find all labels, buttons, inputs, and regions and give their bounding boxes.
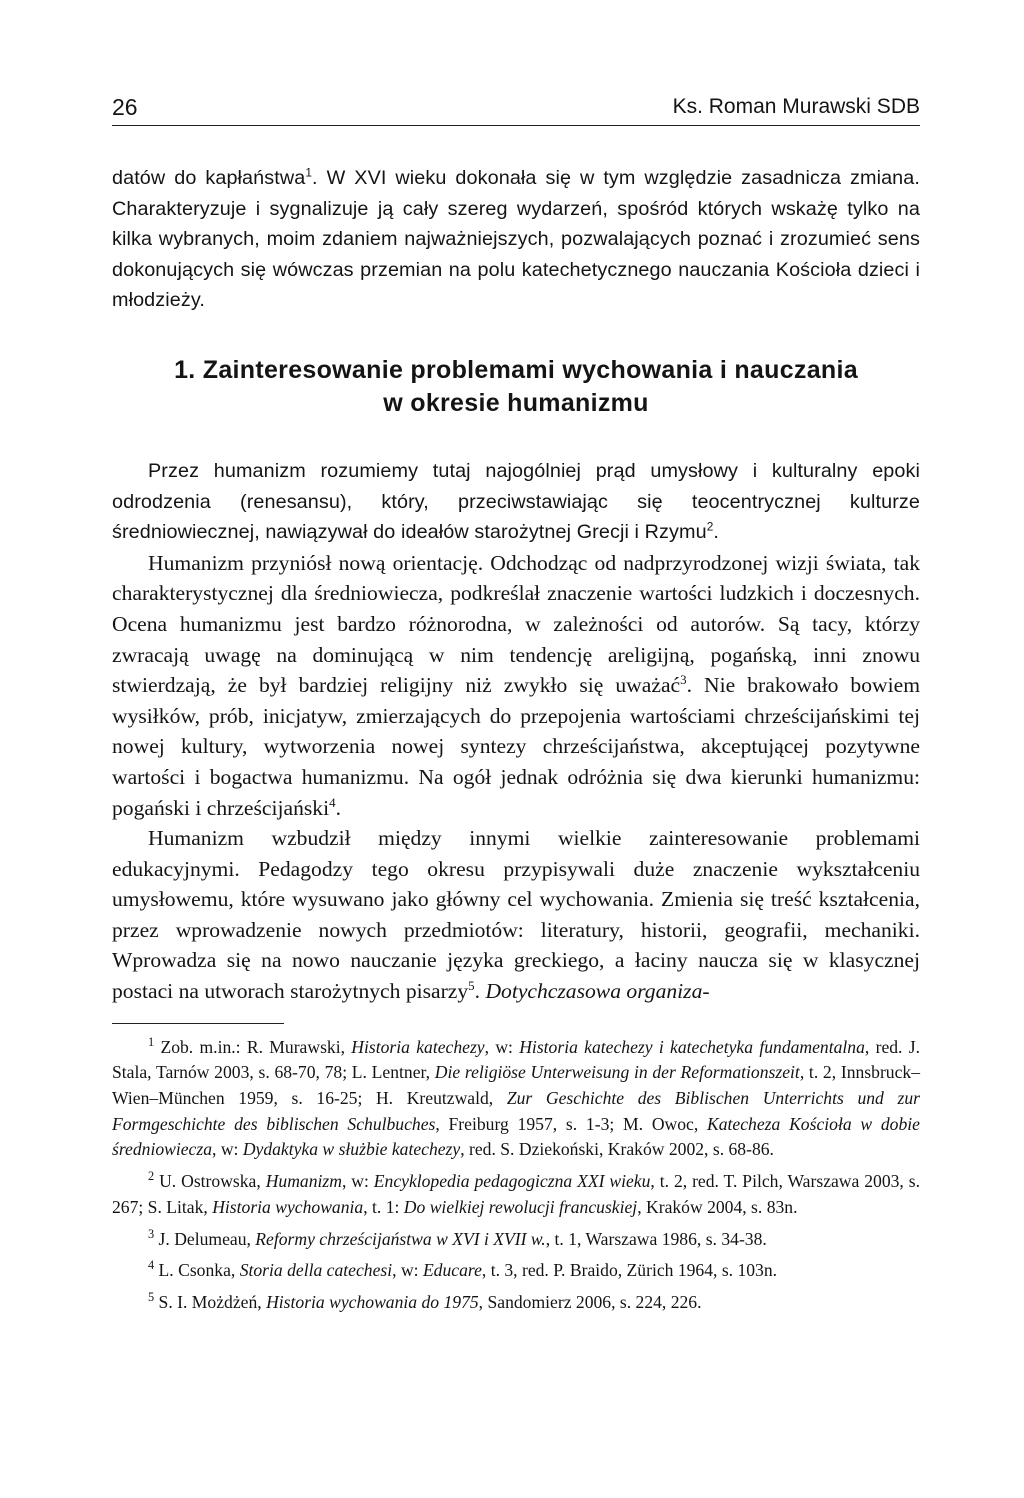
footnote-1 [112, 1035, 920, 1164]
footnote-text: , t. 1: [363, 1196, 404, 1217]
paragraph-text: . [713, 521, 719, 544]
paragraph-text: . [474, 979, 486, 1004]
paragraph-text: . [335, 795, 341, 820]
footnote-2 [112, 1169, 920, 1220]
footnote-ref-4: 4 [329, 794, 336, 810]
footnote-text: S. I. Możdżeń, [154, 1291, 267, 1312]
footnote-text: Zob. m.in.: R. Murawski, [154, 1036, 352, 1057]
footnotes [112, 1035, 920, 1316]
footnote-title: Storia della catechesi [239, 1260, 393, 1281]
page-number: 26 [112, 94, 138, 120]
footnote-4 [112, 1258, 920, 1284]
footnote-text: , red. S. Dziekoński, Kraków 2002, s. 68-86. [460, 1139, 774, 1160]
footnote-ref-2: 2 [706, 519, 714, 534]
paragraph-humanism-definition [112, 456, 920, 548]
footnote-text: , Freiburg 1957, s. 1-3; M. Owoc, [435, 1113, 708, 1134]
page [112, 94, 920, 1322]
footnote-title: Reformy chrześcijaństwa w XVI i XVII w. [255, 1228, 546, 1249]
footnote-text: L. Csonka, [154, 1260, 240, 1281]
footnote-text: , w: [341, 1171, 374, 1192]
footnote-5 [112, 1290, 920, 1316]
footnote-text: , w: [484, 1036, 520, 1057]
running-header [112, 94, 920, 126]
footnote-text: , t. 1, Warszawa 1986, s. 34-38. [545, 1228, 767, 1249]
footnote-title: Historia katechezy i katechetyka fundamentalna [519, 1036, 865, 1057]
footnote-text: , w: [392, 1260, 423, 1281]
footnote-title: Do wielkiej rewolucji francuskiej [403, 1196, 638, 1217]
footnote-number: 5 [148, 1290, 155, 1305]
section-heading-line-2: w okresie humanizmu [383, 388, 649, 417]
footnote-title: Historia wychowania do 1975 [266, 1291, 479, 1312]
footnote-number: 3 [148, 1226, 155, 1241]
footnote-title: Encyklopedia pedagogiczna XXI wieku [373, 1171, 651, 1192]
footnote-title: Zur Geschichte des Biblischen Unterrichts und zur Formgeschichte des biblischen Schulbuches [112, 1088, 920, 1134]
footnote-title: Dydaktyka w służbie katechezy [242, 1139, 461, 1160]
body-text [112, 163, 920, 1007]
section-heading [112, 354, 920, 420]
running-head-author: Ks. Roman Murawski SDB [672, 95, 920, 118]
footnote-text: , t. 2, red. T. Pilch, Warszawa 2003, s. 267; S. Litak, [112, 1171, 920, 1217]
footnote-ref-5: 5 [468, 977, 475, 993]
section-heading-line-1: 1. Zainteresowanie problemami wychowania i nauczania [174, 355, 858, 384]
paragraph-text-italic: Dotychczasowa organiza- [485, 979, 710, 1004]
footnote-title: Katecheza Kościoła w dobie średniowiecza [112, 1113, 920, 1160]
footnote-text: , w: [212, 1139, 243, 1160]
footnote-number: 1 [148, 1034, 155, 1049]
intro-text: datów do kapłaństwa [112, 167, 306, 189]
paragraph-education [112, 823, 920, 1007]
paragraph-text: . Nie brakowało bowiem wysiłków, prób, inicjatyw, zmierzających do przepojenia wartościami chrześcijańskimi tej nowej kultury, wytworzenia nowej syntezy chrześcijaństwa, akceptującej pozytywne wartości i bogactwa humanizmu. Na ogół jednak odróżnia się dwa kierunki humanizmu: pogański i chrześcijański [112, 673, 920, 820]
footnote-3 [112, 1227, 920, 1253]
footnote-title: Humanizm [265, 1171, 342, 1192]
footnote-text: , t. 3, red. P. Braido, Zürich 1964, s. 103n. [481, 1260, 778, 1281]
paragraph-text: Humanizm przyniósł nową orientację. Odchodząc od nadprzyrodzonej wizji świata, tak charakterystycznej dla średniowiecza, podkreślał znaczenie wartości ludzkich i doczesnych. Ocena humanizmu jest bardzo różnorodna, w zależności od autorów. Są tacy, którzy zwracają uwagę na dominującą w nim tendencję areligijną, pogańską, inni znowu stwierdzają, że był bardziej religijny niż zwykło się uważać [112, 550, 920, 698]
paragraph-text: Przez humanizm rozumiemy tutaj najogólniej prąd umysłowy i kulturalny epoki odrodzenia (renesansu), który, przeciwstawiając się teocentrycznej kulturze średniowiecznej, nawiązywał do ideałów starożytnej Grecji i Rzymu [112, 459, 920, 544]
intro-paragraph [112, 163, 920, 316]
footnote-ref-1: 1 [305, 165, 313, 180]
footnote-title: Educare [422, 1260, 482, 1281]
paragraph-humanism-orientation [112, 548, 920, 823]
footnote-ref-3: 3 [680, 671, 687, 687]
intro-text-cont: . W XVI wieku dokonała się w tym względzie zasadnicza zmiana. Charakteryzuje i sygnalizuje ją cały szereg wydarzeń, spośród których wskażę tylko na kilka wybranych, moim zdaniem najważniejszych, pozwalających poznać i zrozumieć sens dokonujących się wówczas przemian na polu katechetycznego nauczania Kościoła dzieci i młodzieży. [112, 167, 920, 312]
paragraph-text: Humanizm wzbudził między innymi wielkie zainteresowanie problemami edukacyjnymi. Pedagodzy tego okresu przypisywali duże znaczenie wykształceniu umysłowemu, które wysuwano jako główny cel wychowania. Zmienia się treść kształcenia, przez wprowadzenie nowych przedmiotów: literatury, historii, geografii, mechaniki. Wprowadza się na nowo nauczanie języka greckiego, a łaciny naucza się w klasycznej postaci na utworach starożytnych pisarzy [112, 826, 920, 1004]
footnote-title: Die religiöse Unterweisung in der Reformationszeit [434, 1062, 800, 1083]
footnote-text: , t. 2, Innsbruck–Wien–München 1959, s. 16-25; H. Kreutzwald, [112, 1062, 921, 1109]
footnote-text: , Kraków 2004, s. 83n. [637, 1196, 798, 1217]
footnote-text: U. Ostrowska, [154, 1171, 266, 1192]
footnote-text: J. Delumeau, [154, 1228, 256, 1249]
footnote-text: , red. J. Stala, Tarnów 2003, s. 68-70, 78; L. Lentner, [112, 1036, 920, 1083]
footnote-title: Historia katechezy [351, 1036, 485, 1057]
footnote-text: , Sandomierz 2006, s. 224, 226. [478, 1291, 702, 1312]
footnote-separator [112, 1023, 284, 1024]
footnote-number: 2 [148, 1169, 155, 1184]
footnote-number: 4 [148, 1258, 155, 1273]
footnote-title: Historia wychowania [212, 1196, 364, 1217]
